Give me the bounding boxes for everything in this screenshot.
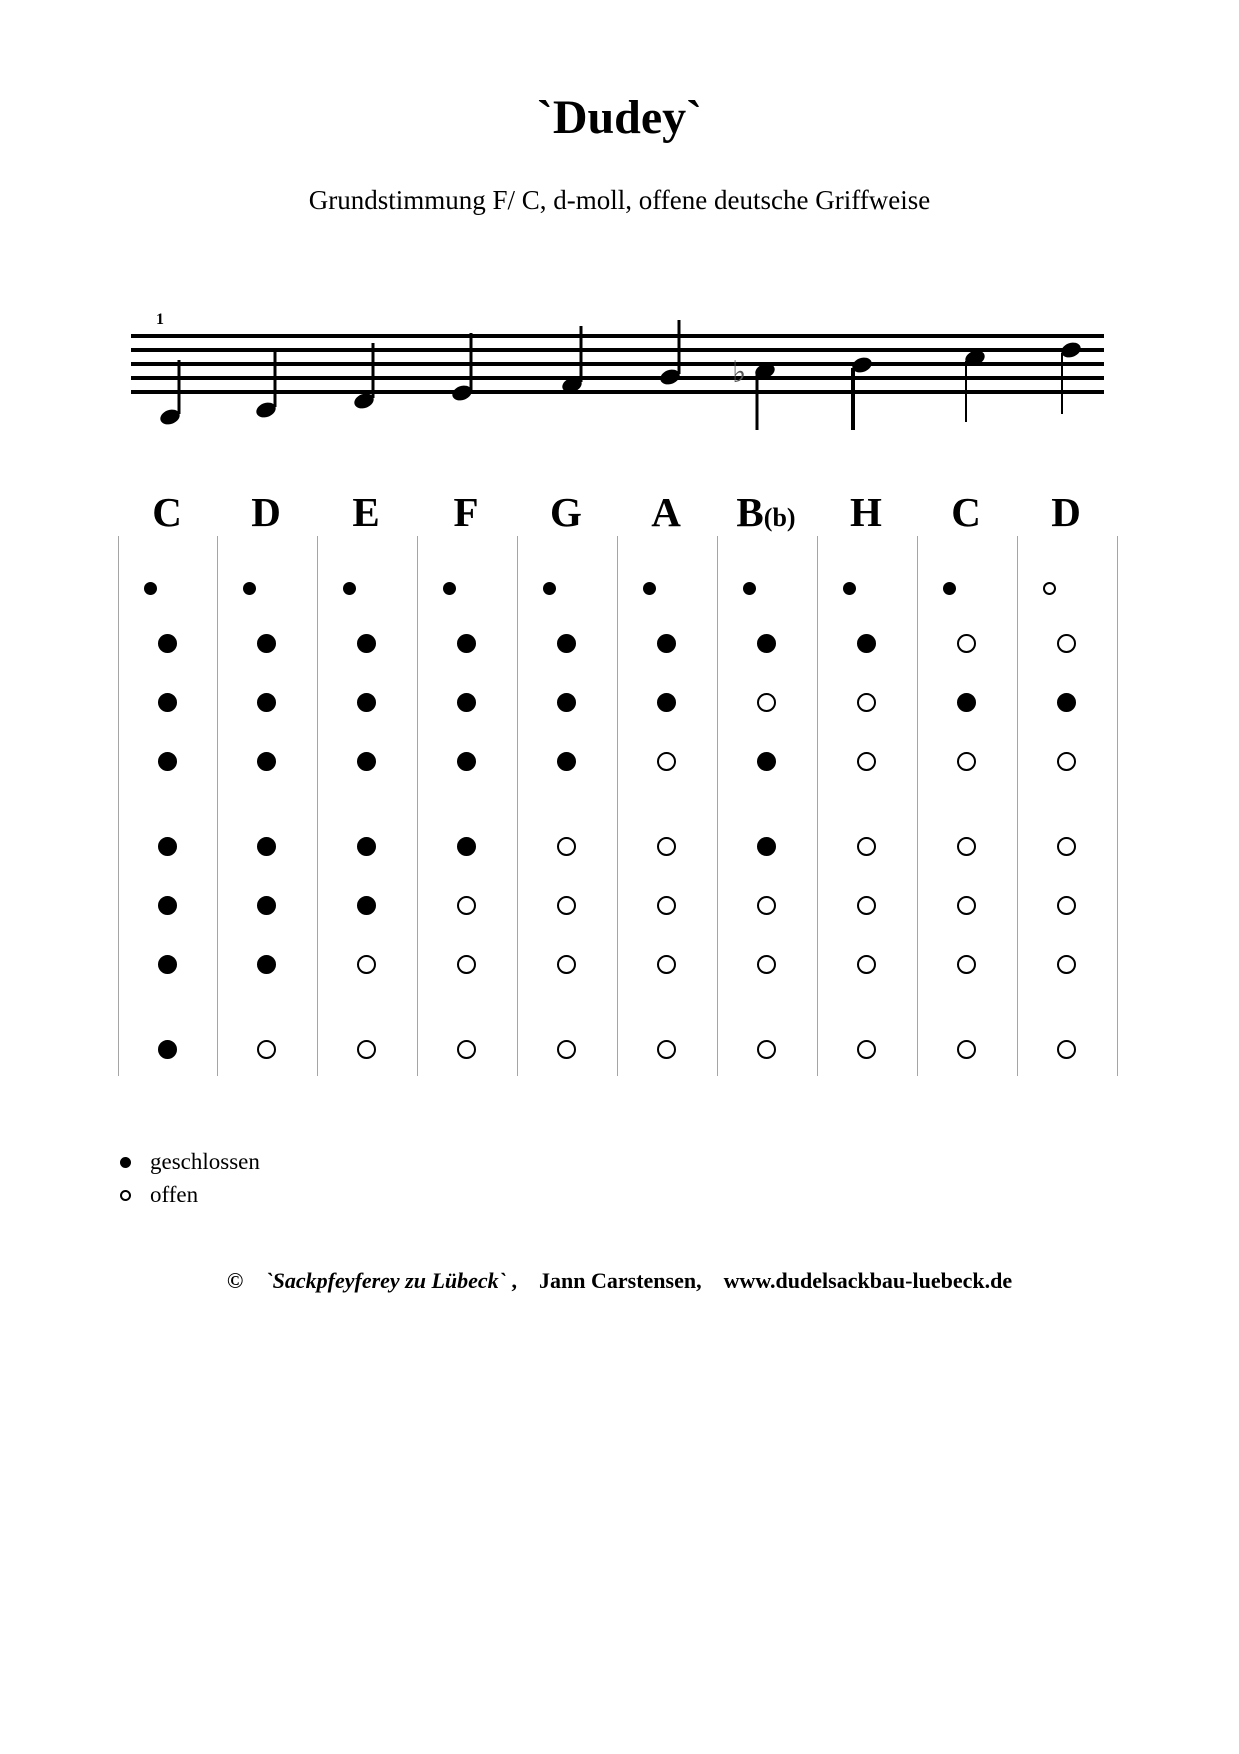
closed-hole-icon: [257, 693, 276, 712]
closed-hole-icon: [457, 752, 476, 771]
closed-hole-icon: [657, 634, 676, 653]
closed-hole-icon: [757, 837, 776, 856]
note-name: F: [453, 489, 479, 535]
column-divider: [817, 536, 818, 1076]
column-divider: [1017, 536, 1018, 1076]
flat-sign: ♭: [732, 355, 747, 390]
open-hole-icon: [457, 955, 476, 974]
closed-hole-icon: [343, 582, 356, 595]
open-hole-icon: [1057, 955, 1076, 974]
closed-hole-icon: [543, 582, 556, 595]
closed-hole-icon: [158, 752, 177, 771]
closed-hole-icon: [643, 582, 656, 595]
open-hole-icon: [957, 896, 976, 915]
closed-hole-icon: [757, 634, 776, 653]
open-hole-icon: [1043, 582, 1056, 595]
closed-hole-icon: [657, 693, 676, 712]
open-hole-icon: [757, 1040, 776, 1059]
closed-hole-icon: [158, 837, 177, 856]
closed-hole-icon: [243, 582, 256, 595]
open-hole-icon: [857, 837, 876, 856]
closed-hole-icon: [357, 896, 376, 915]
open-hole-icon: [857, 955, 876, 974]
maker-name: Jann Carstensen,: [539, 1268, 702, 1293]
closed-hole-icon: [158, 955, 177, 974]
column-divider: [517, 536, 518, 1076]
closed-hole-icon: [457, 837, 476, 856]
closed-hole-icon: [357, 634, 376, 653]
closed-hole-icon: [457, 693, 476, 712]
open-hole-icon: [957, 752, 976, 771]
closed-hole-icon: [357, 752, 376, 771]
column-divider: [1117, 536, 1118, 1076]
closed-hole-icon: [943, 582, 956, 595]
closed-hole-icon: [257, 837, 276, 856]
workshop-name: `Sackpfeyferey zu Lübeck`: [265, 1268, 507, 1293]
staff-note-c2: [963, 348, 987, 422]
footer-separator: ,: [506, 1268, 540, 1293]
closed-hole-icon: [357, 837, 376, 856]
closed-hole-icon: [120, 1157, 131, 1168]
open-hole-icon: [457, 1040, 476, 1059]
note-name: C: [951, 489, 981, 535]
staff-note-a: [658, 320, 682, 387]
website-text: www.dudelsackbau-luebeck.de: [723, 1268, 1013, 1293]
open-hole-icon: [557, 955, 576, 974]
staff-note-d: [254, 351, 278, 420]
closed-hole-icon: [357, 693, 376, 712]
open-hole-icon: [857, 693, 876, 712]
closed-hole-icon: [257, 752, 276, 771]
open-hole-icon: [1057, 1040, 1076, 1059]
closed-hole-icon: [158, 1040, 177, 1059]
note-name: D: [1051, 489, 1081, 535]
note-name: E: [352, 489, 380, 535]
closed-hole-icon: [843, 582, 856, 595]
closed-hole-icon: [557, 693, 576, 712]
open-hole-icon: [257, 1040, 276, 1059]
column-divider: [417, 536, 418, 1076]
legend-closed-label: geschlossen: [150, 1149, 260, 1174]
closed-hole-icon: [957, 693, 976, 712]
closed-hole-icon: [757, 752, 776, 771]
note-name: A: [651, 489, 681, 535]
note-names-row: [0, 484, 1239, 544]
document-title: `Dudey`: [536, 91, 703, 144]
open-hole-icon: [757, 896, 776, 915]
open-hole-icon: [657, 837, 676, 856]
closed-hole-icon: [257, 634, 276, 653]
open-hole-icon: [957, 1040, 976, 1059]
open-hole-icon: [357, 1040, 376, 1059]
open-hole-icon: [957, 634, 976, 653]
open-hole-icon: [657, 896, 676, 915]
closed-hole-icon: [257, 896, 276, 915]
music-staff: [0, 300, 1239, 440]
note-name: B(b): [736, 489, 796, 535]
closed-hole-icon: [1057, 693, 1076, 712]
open-hole-icon: [1057, 634, 1076, 653]
open-hole-icon: [557, 1040, 576, 1059]
staff-lines: [131, 336, 1104, 392]
open-hole-icon: [757, 955, 776, 974]
closed-hole-icon: [158, 896, 177, 915]
tuning-subtitle: Grundstimmung F/ C, d-moll, offene deutsche Griffweise: [308, 185, 931, 215]
open-hole-icon: [957, 955, 976, 974]
staff-note-f: [450, 333, 474, 403]
open-hole-icon: [1057, 896, 1076, 915]
open-hole-icon: [957, 837, 976, 856]
open-hole-icon: [757, 693, 776, 712]
note-name: G: [550, 489, 582, 535]
column-divider: [617, 536, 618, 1076]
closed-hole-icon: [457, 634, 476, 653]
column-divider: [917, 536, 918, 1076]
note-name: D: [251, 489, 281, 535]
closed-hole-icon: [144, 582, 157, 595]
open-hole-icon: [357, 955, 376, 974]
open-hole-icon: [657, 1040, 676, 1059]
closed-hole-icon: [557, 752, 576, 771]
open-hole-icon: [857, 1040, 876, 1059]
open-hole-icon: [1057, 837, 1076, 856]
open-hole-icon: [857, 896, 876, 915]
open-hole-icon: [557, 896, 576, 915]
note-name: C: [152, 489, 182, 535]
closed-hole-icon: [743, 582, 756, 595]
open-hole-icon: [857, 752, 876, 771]
closed-hole-icon: [257, 955, 276, 974]
closed-hole-icon: [158, 634, 177, 653]
measure-number: 1: [156, 311, 164, 328]
footer-credits: [0, 1266, 1239, 1296]
column-divider: [317, 536, 318, 1076]
open-hole-icon: [457, 896, 476, 915]
column-divider: [217, 536, 218, 1076]
closed-hole-icon: [557, 634, 576, 653]
column-divider: [118, 536, 119, 1076]
column-divider: [717, 536, 718, 1076]
open-hole-icon: [120, 1190, 131, 1201]
open-hole-icon: [1057, 752, 1076, 771]
closed-hole-icon: [443, 582, 456, 595]
closed-hole-icon: [158, 693, 177, 712]
note-name: H: [850, 489, 882, 535]
legend-open-label: offen: [150, 1182, 199, 1207]
open-hole-icon: [657, 955, 676, 974]
copyright-symbol: ©: [226, 1268, 244, 1293]
closed-hole-icon: [857, 634, 876, 653]
open-hole-icon: [557, 837, 576, 856]
open-hole-icon: [657, 752, 676, 771]
